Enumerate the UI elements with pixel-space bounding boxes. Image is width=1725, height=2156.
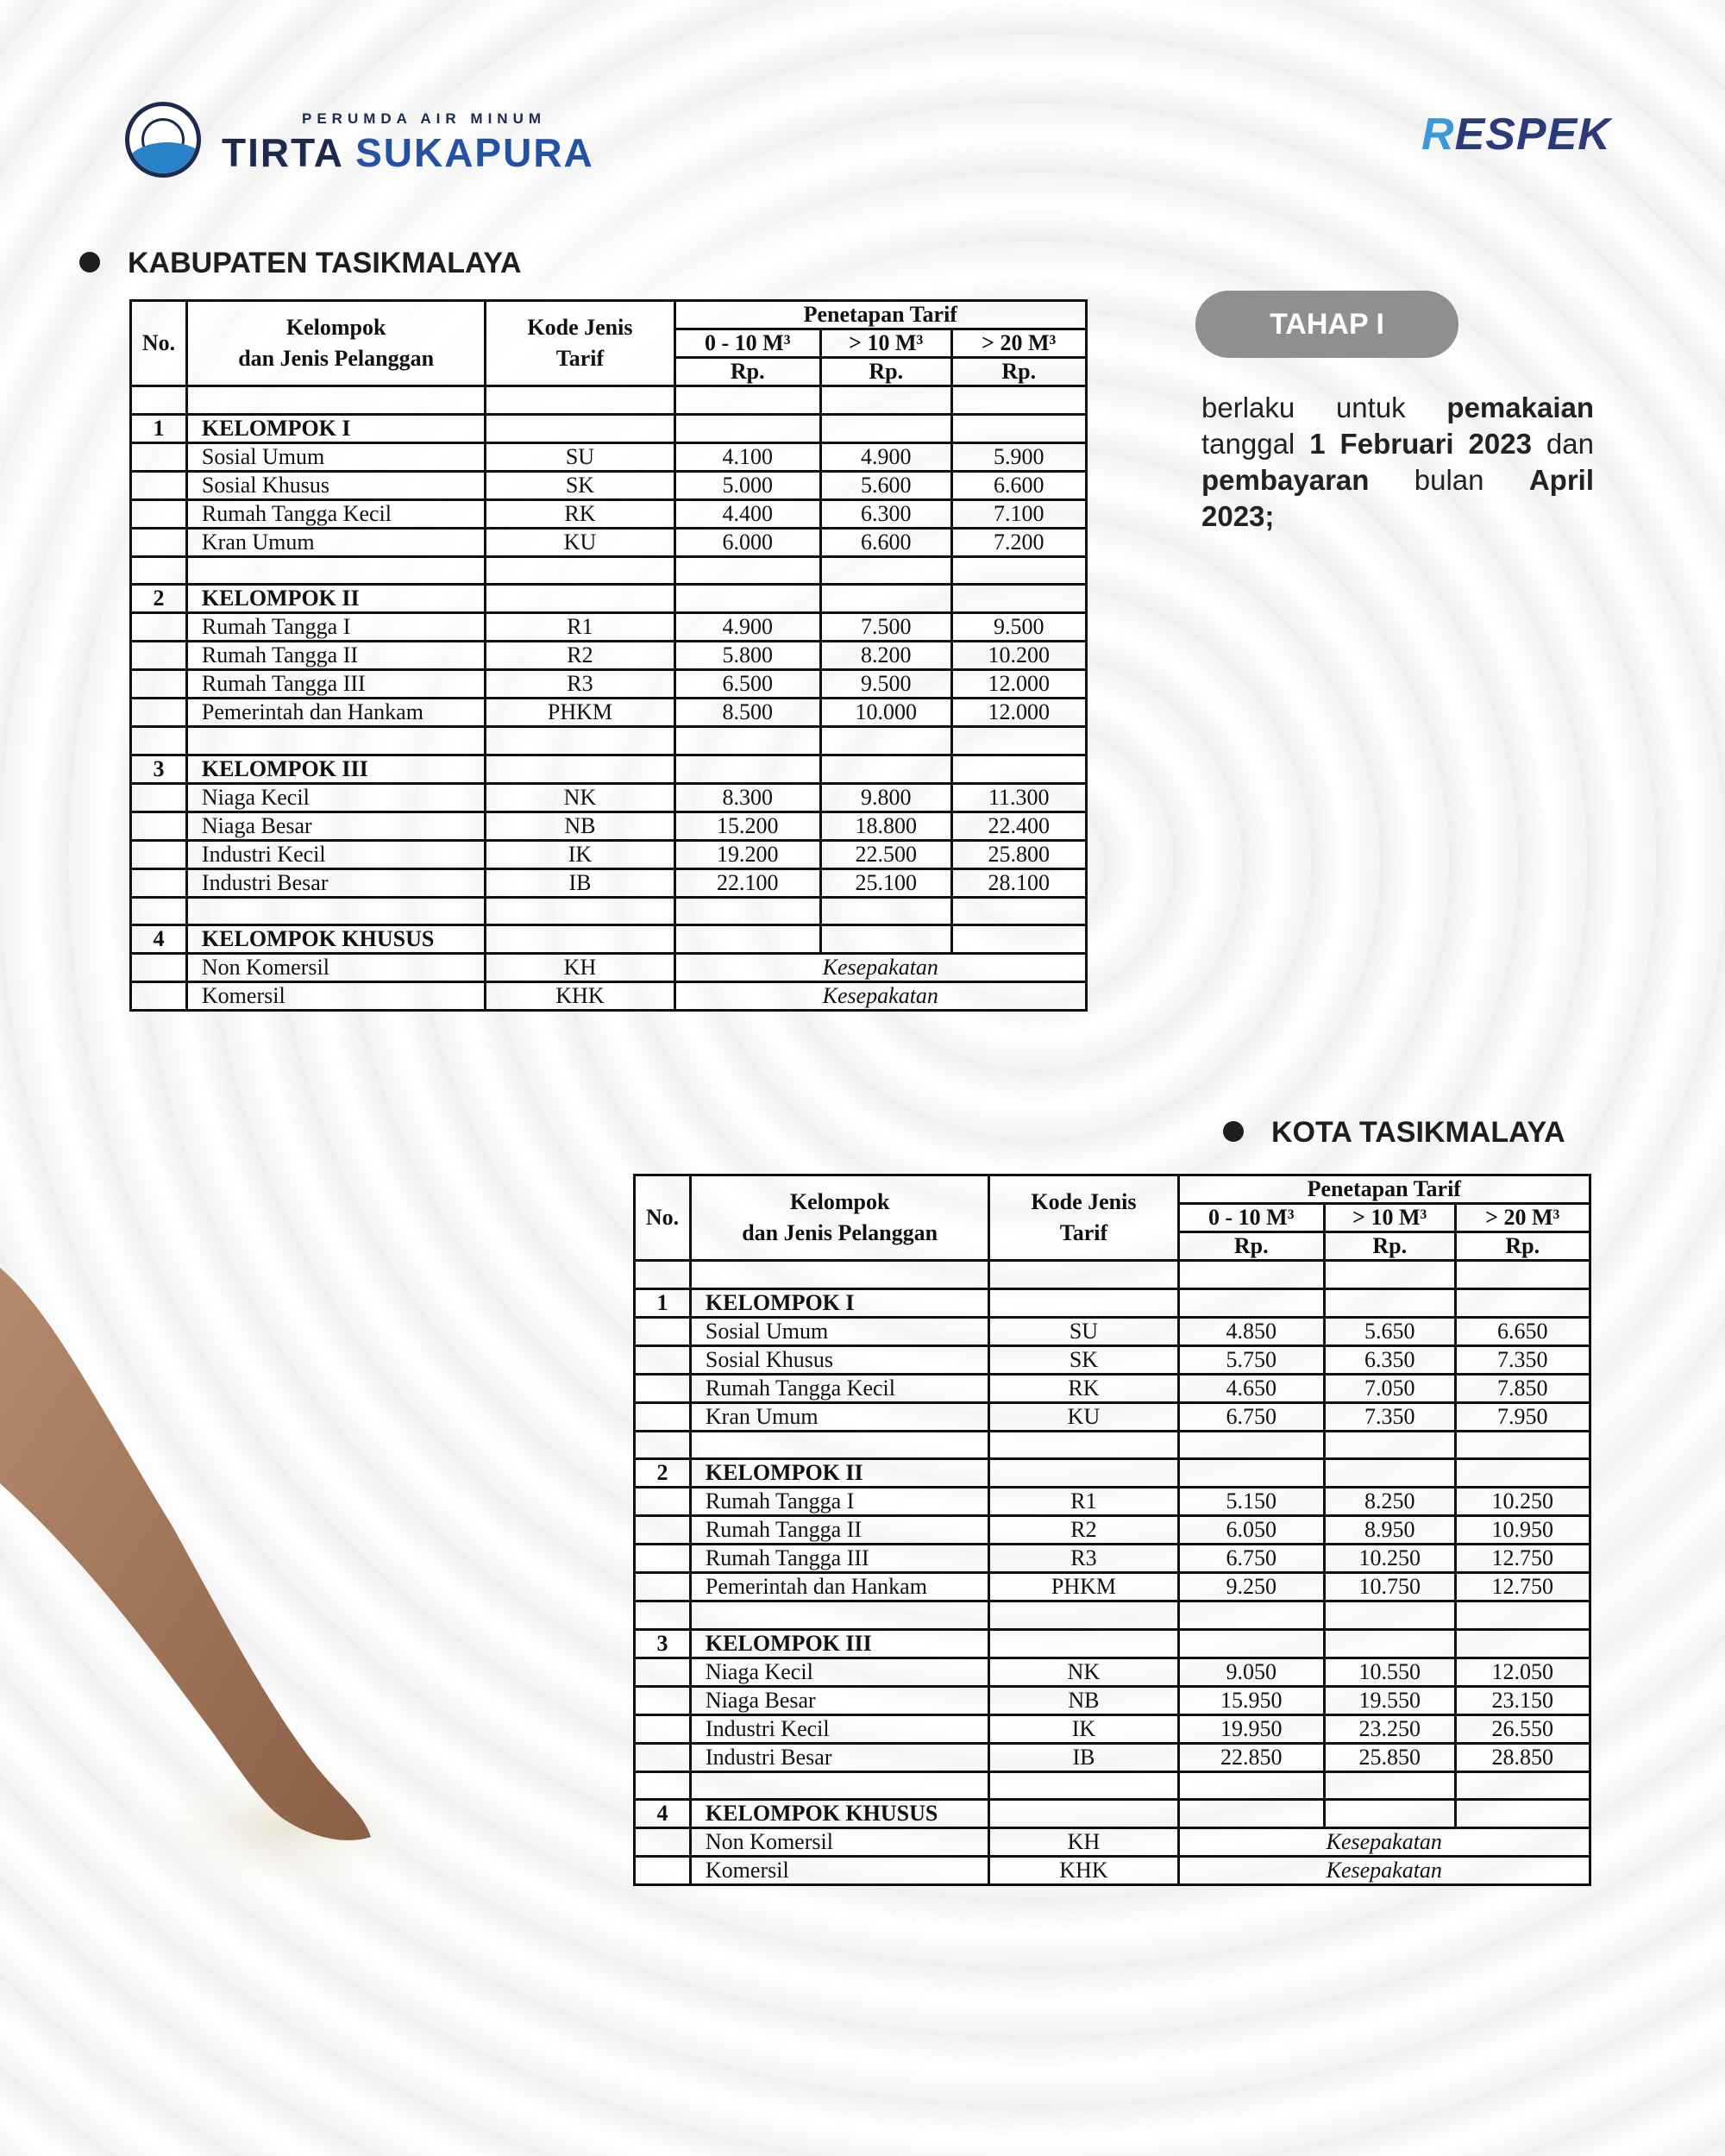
- tarif-gt-20: 12.000: [951, 670, 1087, 699]
- jenis-pelanggan: Industri Besar: [690, 1743, 988, 1771]
- kode-tarif: SU: [989, 1317, 1178, 1345]
- kode-tarif: SK: [486, 471, 674, 499]
- kode-tarif: R2: [989, 1516, 1178, 1545]
- respek-logo: [1421, 109, 1611, 160]
- tarif-gt-10: 8.250: [1325, 1488, 1456, 1516]
- tarif-kesepakatan: Kesepakatan: [674, 954, 1086, 982]
- tarif-0-10: 8.300: [674, 783, 820, 812]
- tarif-0-10: 8.500: [674, 699, 820, 727]
- jenis-pelanggan: Rumah Tangga II: [690, 1516, 988, 1545]
- tarif-gt-20: 28.100: [951, 868, 1087, 897]
- tarif-gt-10: 18.800: [821, 812, 952, 840]
- kode-tarif: KHK: [989, 1857, 1178, 1885]
- spacer-row: [131, 386, 1087, 415]
- tarif-gt-20: 7.850: [1455, 1374, 1590, 1402]
- tarif-gt-20: 12.000: [951, 699, 1087, 727]
- tarif-0-10: 6.000: [674, 528, 820, 556]
- tarif-gt-10: 9.800: [821, 783, 952, 812]
- header-rp: Rp.: [821, 358, 952, 386]
- table-row: [635, 1317, 1590, 1345]
- table-row: [635, 1743, 1590, 1771]
- table-row: [635, 1857, 1590, 1885]
- tarif-gt-20: 28.850: [1455, 1743, 1590, 1771]
- kode-tarif: KH: [486, 954, 674, 982]
- jenis-pelanggan: Pemerintah dan Hankam: [690, 1573, 988, 1601]
- tarif-0-10: 4.850: [1178, 1317, 1324, 1345]
- header-kode: Kode Jenis Tarif: [486, 301, 674, 386]
- jenis-pelanggan: Non Komersil: [690, 1828, 988, 1857]
- tarif-gt-20: 25.800: [951, 840, 1087, 868]
- table-row: [131, 670, 1087, 699]
- table-row: [635, 1545, 1590, 1573]
- group-number: 1: [131, 414, 187, 442]
- tarif-gt-20: 6.650: [1455, 1317, 1590, 1345]
- tarif-gt-10: 19.550: [1325, 1686, 1456, 1714]
- tarif-gt-20: 7.350: [1455, 1345, 1590, 1374]
- kode-tarif: KHK: [486, 982, 674, 1011]
- spacer-row: [635, 1431, 1590, 1459]
- table-row: [131, 471, 1087, 499]
- kode-tarif: PHKM: [989, 1573, 1178, 1601]
- tarif-kesepakatan: Kesepakatan: [1178, 1828, 1590, 1857]
- tarif-gt-10: 5.650: [1325, 1317, 1456, 1345]
- table-row: [131, 442, 1087, 471]
- jenis-pelanggan: Komersil: [186, 982, 485, 1011]
- jenis-pelanggan: Niaga Kecil: [186, 783, 485, 812]
- jenis-pelanggan: Pemerintah dan Hankam: [186, 699, 485, 727]
- header-col-gt-20: > 20 M³: [951, 329, 1087, 358]
- jenis-pelanggan: Rumah Tangga Kecil: [186, 499, 485, 528]
- kode-tarif: SK: [989, 1345, 1178, 1374]
- tarif-gt-10: 22.500: [821, 840, 952, 868]
- tarif-gt-10: 9.500: [821, 670, 952, 699]
- header-penetapan: Penetapan Tarif: [1178, 1175, 1590, 1204]
- header-col-0-10: 0 - 10 M³: [1178, 1204, 1324, 1232]
- tarif-gt-20: 26.550: [1455, 1714, 1590, 1743]
- spacer-row: [131, 556, 1087, 585]
- hand-in-water-illustration: [0, 1242, 397, 1932]
- group-number: 3: [635, 1629, 691, 1658]
- kabupaten-section-title: KABUPATEN TASIKMALAYA: [79, 247, 522, 280]
- header-col-gt-10: > 10 M³: [821, 329, 952, 358]
- tarif-0-10: 6.750: [1178, 1402, 1324, 1431]
- jenis-pelanggan: Komersil: [690, 1857, 988, 1885]
- table-row: [635, 1714, 1590, 1743]
- tarif-gt-10: 7.350: [1325, 1402, 1456, 1431]
- tarif-0-10: 19.950: [1178, 1714, 1324, 1743]
- logo-name-part2: SUKAPURA: [355, 130, 594, 175]
- kode-tarif: IK: [486, 840, 674, 868]
- group-number: 4: [131, 925, 187, 954]
- table-row: [635, 1345, 1590, 1374]
- jenis-pelanggan: Non Komersil: [186, 954, 485, 982]
- header-rp: Rp.: [674, 358, 820, 386]
- tarif-kesepakatan: Kesepakatan: [1178, 1857, 1590, 1885]
- kode-tarif: NB: [486, 812, 674, 840]
- kode-tarif: KH: [989, 1828, 1178, 1857]
- group-name: KELOMPOK KHUSUS: [690, 1800, 988, 1828]
- tarif-0-10: 5.750: [1178, 1345, 1324, 1374]
- tarif-0-10: 6.750: [1178, 1545, 1324, 1573]
- tarif-0-10: 22.850: [1178, 1743, 1324, 1771]
- kota-section-title: KOTA TASIKMALAYA: [1223, 1116, 1565, 1150]
- tarif-gt-10: 8.950: [1325, 1516, 1456, 1545]
- header-no: No.: [635, 1175, 691, 1261]
- tarif-gt-10: 5.600: [821, 471, 952, 499]
- table-row: [635, 1658, 1590, 1686]
- table-row: [635, 1374, 1590, 1402]
- group-name: KELOMPOK I: [186, 414, 485, 442]
- tarif-gt-20: 11.300: [951, 783, 1087, 812]
- header-col-0-10: 0 - 10 M³: [674, 329, 820, 358]
- tarif-0-10: 15.950: [1178, 1686, 1324, 1714]
- kode-tarif: R2: [486, 642, 674, 670]
- kode-tarif: KU: [486, 528, 674, 556]
- tarif-0-10: 4.400: [674, 499, 820, 528]
- jenis-pelanggan: Rumah Tangga III: [690, 1545, 988, 1573]
- group-name: KELOMPOK II: [690, 1459, 988, 1488]
- kode-tarif: RK: [486, 499, 674, 528]
- header-penetapan: Penetapan Tarif: [674, 301, 1086, 329]
- tarif-0-10: 9.050: [1178, 1658, 1324, 1686]
- jenis-pelanggan: Sosial Umum: [186, 442, 485, 471]
- spacer-row: [131, 727, 1087, 755]
- tarif-gt-10: 8.200: [821, 642, 952, 670]
- logo-name: [222, 129, 594, 176]
- tirta-sukapura-logo: [125, 102, 599, 184]
- header-rp: Rp.: [951, 358, 1087, 386]
- tarif-gt-20: 12.750: [1455, 1545, 1590, 1573]
- jenis-pelanggan: Sosial Khusus: [690, 1345, 988, 1374]
- logo-tagline: PERUMDA AIR MINUM: [302, 110, 547, 127]
- header-rp: Rp.: [1455, 1232, 1590, 1261]
- tarif-gt-10: 10.250: [1325, 1545, 1456, 1573]
- group-name: KELOMPOK II: [186, 585, 485, 613]
- tarif-0-10: 6.500: [674, 670, 820, 699]
- table-row: [131, 528, 1087, 556]
- kode-tarif: R3: [486, 670, 674, 699]
- jenis-pelanggan: Kran Umum: [186, 528, 485, 556]
- water-drop-emblem-icon: [125, 102, 201, 178]
- tahap-badge: TAHAP I: [1195, 291, 1458, 358]
- tarif-0-10: 5.000: [674, 471, 820, 499]
- tarif-0-10: 5.150: [1178, 1488, 1324, 1516]
- group-row: [635, 1629, 1590, 1658]
- kode-tarif: IB: [989, 1743, 1178, 1771]
- group-number: 1: [635, 1288, 691, 1317]
- tarif-0-10: 4.650: [1178, 1374, 1324, 1402]
- jenis-pelanggan: Niaga Kecil: [690, 1658, 988, 1686]
- group-row: [635, 1800, 1590, 1828]
- table-row: [131, 783, 1087, 812]
- kabupaten-tariff-table: [129, 299, 1088, 1012]
- kode-tarif: PHKM: [486, 699, 674, 727]
- jenis-pelanggan: Industri Besar: [186, 868, 485, 897]
- table-row: [131, 499, 1087, 528]
- tarif-gt-10: 10.000: [821, 699, 952, 727]
- header-rp: Rp.: [1178, 1232, 1324, 1261]
- jenis-pelanggan: Rumah Tangga I: [186, 613, 485, 642]
- header-row: [131, 301, 1087, 329]
- jenis-pelanggan: Kran Umum: [690, 1402, 988, 1431]
- group-number: 2: [131, 585, 187, 613]
- table-row: [131, 642, 1087, 670]
- kode-tarif: IK: [989, 1714, 1178, 1743]
- header-row: [635, 1175, 1590, 1204]
- group-number: 4: [635, 1800, 691, 1828]
- tarif-0-10: 9.250: [1178, 1573, 1324, 1601]
- tarif-gt-10: 10.750: [1325, 1573, 1456, 1601]
- table-row: [635, 1828, 1590, 1857]
- table-row: [131, 982, 1087, 1011]
- tarif-0-10: 19.200: [674, 840, 820, 868]
- kode-tarif: RK: [989, 1374, 1178, 1402]
- tarif-gt-20: 7.200: [951, 528, 1087, 556]
- tarif-gt-20: 23.150: [1455, 1686, 1590, 1714]
- kode-tarif: R1: [989, 1488, 1178, 1516]
- table-row: [131, 699, 1087, 727]
- tarif-0-10: 4.900: [674, 613, 820, 642]
- group-row: [131, 755, 1087, 783]
- table-row: [635, 1516, 1590, 1545]
- header-kode: Kode Jenis Tarif: [989, 1175, 1178, 1261]
- respek-logo-r: R: [1421, 110, 1455, 160]
- tarif-gt-10: 6.300: [821, 499, 952, 528]
- tarif-gt-20: 5.900: [951, 442, 1087, 471]
- tarif-0-10: 4.100: [674, 442, 820, 471]
- tarif-0-10: 6.050: [1178, 1516, 1324, 1545]
- group-row: [635, 1288, 1590, 1317]
- kode-tarif: R3: [989, 1545, 1178, 1573]
- tarif-gt-10: 4.900: [821, 442, 952, 471]
- tarif-gt-20: 10.950: [1455, 1516, 1590, 1545]
- tarif-gt-20: 10.250: [1455, 1488, 1590, 1516]
- group-row: [131, 925, 1087, 954]
- tarif-kesepakatan: Kesepakatan: [674, 982, 1086, 1011]
- table-row: [131, 868, 1087, 897]
- kode-tarif: SU: [486, 442, 674, 471]
- bullet-icon: [79, 252, 100, 273]
- jenis-pelanggan: Niaga Besar: [690, 1686, 988, 1714]
- tarif-gt-10: 23.250: [1325, 1714, 1456, 1743]
- kode-tarif: IB: [486, 868, 674, 897]
- table-row: [131, 840, 1087, 868]
- kode-tarif: R1: [486, 613, 674, 642]
- spacer-row: [131, 897, 1087, 925]
- header-kelompok: Kelompok dan Jenis Pelanggan: [690, 1175, 988, 1261]
- kode-tarif: NB: [989, 1686, 1178, 1714]
- logo-name-part1: TIRTA: [222, 130, 343, 175]
- tarif-gt-10: 6.600: [821, 528, 952, 556]
- header-kelompok: Kelompok dan Jenis Pelanggan: [186, 301, 485, 386]
- jenis-pelanggan: Niaga Besar: [186, 812, 485, 840]
- tarif-0-10: 5.800: [674, 642, 820, 670]
- spacer-row: [635, 1261, 1590, 1289]
- kode-tarif: NK: [989, 1658, 1178, 1686]
- tarif-gt-20: 6.600: [951, 471, 1087, 499]
- tarif-gt-10: 25.100: [821, 868, 952, 897]
- group-row: [131, 585, 1087, 613]
- table-row: [131, 954, 1087, 982]
- table-row: [131, 812, 1087, 840]
- table-row: [635, 1573, 1590, 1601]
- table-row: [131, 613, 1087, 642]
- jenis-pelanggan: Industri Kecil: [690, 1714, 988, 1743]
- table-row: [635, 1402, 1590, 1431]
- jenis-pelanggan: Sosial Khusus: [186, 471, 485, 499]
- tarif-gt-20: 9.500: [951, 613, 1087, 642]
- group-name: KELOMPOK KHUSUS: [186, 925, 485, 954]
- tarif-gt-20: 12.050: [1455, 1658, 1590, 1686]
- header-rp: Rp.: [1325, 1232, 1456, 1261]
- tahap-description: berlaku untuk pemakaian tanggal 1 Februari 2023 dan pembayaran bulan April 2023;: [1201, 392, 1594, 532]
- spacer-row: [635, 1601, 1590, 1630]
- group-row: [131, 414, 1087, 442]
- group-number: 2: [635, 1459, 691, 1488]
- spacer-row: [635, 1771, 1590, 1800]
- tarif-gt-10: 7.050: [1325, 1374, 1456, 1402]
- tarif-gt-10: 25.850: [1325, 1743, 1456, 1771]
- group-number: 3: [131, 755, 187, 783]
- tarif-gt-10: 7.500: [821, 613, 952, 642]
- tarif-gt-10: 6.350: [1325, 1345, 1456, 1374]
- group-name: KELOMPOK I: [690, 1288, 988, 1317]
- tarif-gt-20: 10.200: [951, 642, 1087, 670]
- group-row: [635, 1459, 1590, 1488]
- header-no: No.: [131, 301, 187, 386]
- table-row: [635, 1686, 1590, 1714]
- tarif-0-10: 22.100: [674, 868, 820, 897]
- header-col-gt-10: > 10 M³: [1325, 1204, 1456, 1232]
- bullet-icon: [1223, 1121, 1244, 1142]
- jenis-pelanggan: Rumah Tangga Kecil: [690, 1374, 988, 1402]
- jenis-pelanggan: Rumah Tangga II: [186, 642, 485, 670]
- group-name: KELOMPOK III: [186, 755, 485, 783]
- jenis-pelanggan: Rumah Tangga I: [690, 1488, 988, 1516]
- tarif-gt-20: 7.950: [1455, 1402, 1590, 1431]
- header-col-gt-20: > 20 M³: [1455, 1204, 1590, 1232]
- respek-logo-rest: ESPEK: [1454, 110, 1611, 160]
- table-row: [635, 1488, 1590, 1516]
- kode-tarif: NK: [486, 783, 674, 812]
- tarif-gt-20: 22.400: [951, 812, 1087, 840]
- group-name: KELOMPOK III: [690, 1629, 988, 1658]
- kode-tarif: KU: [989, 1402, 1178, 1431]
- tarif-0-10: 15.200: [674, 812, 820, 840]
- kota-tariff-table: [633, 1174, 1591, 1886]
- jenis-pelanggan: Industri Kecil: [186, 840, 485, 868]
- tarif-gt-10: 10.550: [1325, 1658, 1456, 1686]
- tarif-gt-20: 7.100: [951, 499, 1087, 528]
- jenis-pelanggan: Rumah Tangga III: [186, 670, 485, 699]
- tarif-gt-20: 12.750: [1455, 1573, 1590, 1601]
- jenis-pelanggan: Sosial Umum: [690, 1317, 988, 1345]
